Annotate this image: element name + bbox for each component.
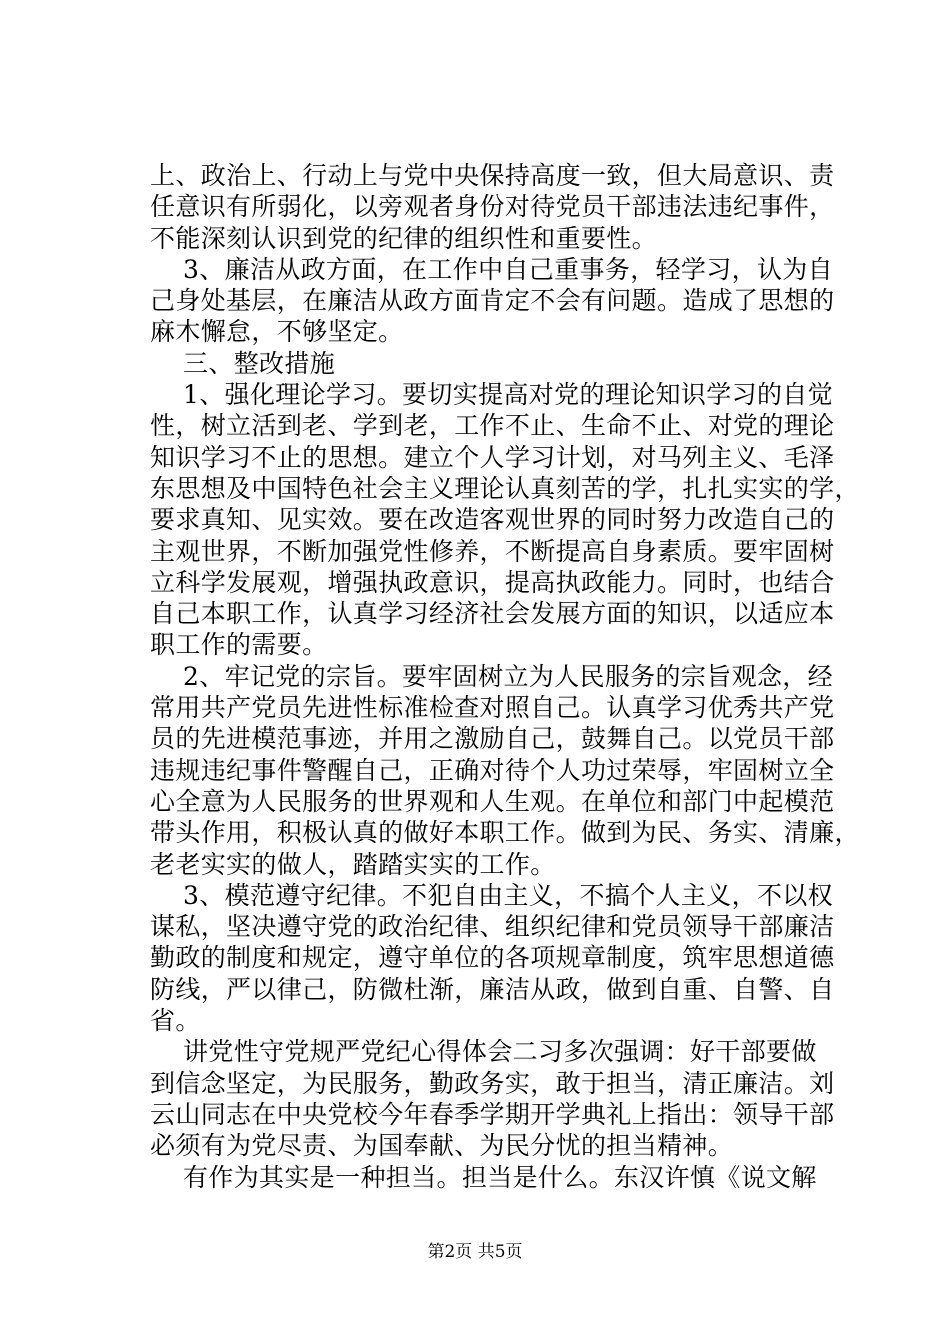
text-line: 己身处基层，在廉洁从政方面肯定不会有问题。造成了思想的 (150, 286, 835, 316)
text-line: 带头作用，积极认真的做好本职工作。做到为民、务实、清廉， (150, 818, 860, 848)
text-line: 老老实实的做人，踏踏实实的工作。 (150, 849, 556, 879)
text-line: 要求真知、见实效。要在改造客观世界的同时努力改造自己的 (150, 505, 835, 535)
text-line: 3、廉洁从政方面，在工作中自己重事务，轻学习，认为自 (183, 254, 834, 284)
text-line: 防线，严以律己，防微杜渐，廉洁从政，做到自重、自警、自 (150, 974, 835, 1004)
text-line: 职工作的需要。 (150, 630, 328, 660)
text-line: 自己本职工作，认真学习经济社会发展方面的知识，以适应本 (150, 599, 835, 629)
text-line: 上、政治上、行动上与党中央保持高度一致，但大局意识、责 (150, 161, 835, 190)
text-line: 讲党性守党规严党纪心得体会二习多次强调：好干部要做 (183, 1037, 817, 1067)
text-line: 常用共产党员先进性标准检查对照自己。认真学习优秀共产党 (150, 693, 835, 723)
section-heading: 三、整改措施 (183, 348, 336, 378)
text-line: 谋私，坚决遵守党的政治纪律、组织纪律和党员领导干部廉洁 (150, 912, 835, 942)
text-line: 立科学发展观，增强执政意识，提高执政能力。同时，也结合 (150, 567, 835, 597)
text-line: 东思想及中国特色社会主义理论认真刻苦的学，扎扎实实的学， (150, 473, 860, 503)
text-line: 性，树立活到老、学到老，工作不止、生命不止、对党的理论 (150, 411, 835, 441)
document-body (150, 160, 860, 1193)
text-line: 员的先进模范事迹，并用之激励自己，鼓舞自己。以党员干部 (150, 724, 835, 754)
text-line: 心全意为人民服务的世界观和人生观。在单位和部门中起模范 (150, 786, 835, 816)
text-line: 任意识有所弱化，以旁观者身份对待党员干部违法违纪事件， (150, 192, 835, 222)
text-line: 2、牢记党的宗旨。要牢固树立为人民服务的宗旨观念，经 (183, 661, 834, 691)
text-line: 1、强化理论学习。要切实提高对党的理论知识学习的自觉 (183, 380, 834, 410)
text-line: 到信念坚定，为民服务，勤政务实，敢于担当，清正廉洁。刘 (150, 1068, 835, 1098)
text-line: 主观世界，不断加强党性修养，不断提高自身素质。要牢固树 (150, 536, 835, 566)
text-line: 违规违纪事件警醒自己，正确对待个人功过荣辱，牢固树立全 (150, 755, 835, 785)
text-line: 不能深刻认识到党的纪律的组织性和重要性。 (150, 223, 658, 253)
text-line: 麻木懈怠，不够坚定。 (150, 317, 404, 347)
text-line: 勤政的制度和规定，遵守单位的各项规章制度，筑牢思想道德 (150, 943, 835, 973)
text-line: 省。 (150, 1006, 201, 1036)
page-footer: 第2页 共5页 (427, 1242, 523, 1262)
text-line: 必须有为党尽责、为国奉献、为民分忧的担当精神。 (150, 1131, 734, 1161)
text-line: 3、模范遵守纪律。不犯自由主义，不搞个人主义，不以权 (183, 880, 834, 910)
text-line: 有作为其实是一种担当。担当是什么。东汉许慎《说文解 (183, 1162, 817, 1192)
text-line: 知识学习不止的思想。建立个人学习计划，对马列主义、毛泽 (150, 442, 835, 472)
text-line: 云山同志在中央党校今年春季学期开学典礼上指出：领导干部 (150, 1099, 835, 1129)
